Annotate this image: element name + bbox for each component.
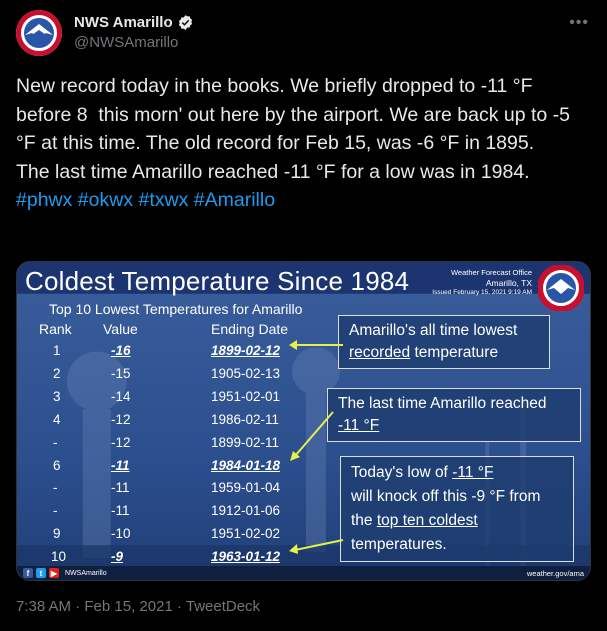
row-date: 1912-01-06: [211, 503, 281, 519]
office-info: Weather Forecast Office Amarillo, TX Issued February 15, 2021 9:19 AM: [432, 268, 532, 296]
tweet-metadata: 7:38 AM · Feb 15, 2021 · TweetDeck: [16, 598, 261, 615]
tweet-time[interactable]: 7:38 AM: [16, 598, 72, 615]
row-rank: 6: [53, 457, 61, 473]
tweet-media-image[interactable]: [16, 261, 591, 581]
table-title: Top 10 Lowest Temperatures for Amarillo: [49, 301, 303, 317]
row-value: -12: [111, 411, 131, 427]
column-header-rank: Rank: [39, 321, 72, 337]
row-rank: -: [53, 503, 58, 519]
row-date: 1984-01-18: [211, 457, 281, 473]
row-rank: -: [53, 434, 58, 450]
tweet-source[interactable]: TweetDeck: [185, 598, 261, 615]
callout-last-time-reached: The last time Amarillo reached -11 °F: [327, 388, 581, 442]
row-value: -9: [111, 549, 124, 565]
more-options-icon[interactable]: •••: [569, 14, 589, 31]
website-url: weather.gov/ama: [526, 569, 584, 578]
hashtag-okwx[interactable]: #okwx: [77, 189, 134, 211]
row-date: 1899-02-11: [211, 434, 280, 450]
row-rank: 2: [53, 365, 61, 381]
hashtag-phwx[interactable]: #phwx: [16, 189, 73, 211]
social-links: f t ▶ NWSAmarillo: [23, 568, 107, 578]
row-value: -10: [111, 526, 131, 542]
tweet-date[interactable]: Feb 15, 2021: [84, 598, 173, 615]
row-value: -16: [111, 343, 131, 358]
arrow-to-1963: [289, 538, 345, 554]
row-date: 1986-02-11: [211, 411, 280, 427]
youtube-icon: ▶: [50, 568, 58, 578]
row-value: -15: [111, 365, 131, 381]
hashtag-amarillo[interactable]: #Amarillo: [193, 189, 276, 211]
row-value: -14: [111, 388, 131, 404]
media-title: Coldest Temperature Since 1984: [25, 266, 410, 296]
row-rank: 4: [53, 411, 61, 427]
facebook-icon: f: [23, 568, 33, 578]
row-value: -11: [111, 457, 130, 473]
column-header-value: Value: [103, 321, 138, 337]
account-handle[interactable]: @NWSAmarillo: [74, 34, 179, 51]
row-value: -12: [111, 434, 131, 450]
arrow-to-1984: [289, 410, 335, 462]
arrow-to-1899: [289, 338, 345, 352]
row-rank: -: [53, 480, 58, 496]
row-value: -11: [111, 480, 130, 496]
callout-all-time-lowest: Amarillo's all time lowest recorded temperature: [338, 315, 550, 369]
row-rank: 9: [53, 526, 61, 542]
display-name[interactable]: NWS Amarillo: [74, 14, 194, 31]
row-date: 1959-01-04: [211, 480, 281, 496]
tweet-header: [16, 8, 591, 58]
hashtag-txwx[interactable]: #txwx: [138, 189, 189, 211]
verified-badge-icon: [177, 14, 194, 31]
row-date: 1963-01-12: [211, 549, 281, 565]
row-rank: 1: [53, 343, 61, 358]
callout-todays-low: Today's low of -11 °F will knock off this -9 °F from the top ten coldest temperatures.: [340, 456, 574, 562]
row-rank: 3: [53, 388, 61, 404]
column-header-date: Ending Date: [211, 321, 289, 337]
tweet-text: New record today in the books. We briefly dropped to -11 °F before 8 this morn' out here by the airport. We are back up to -5 °F at this time. The old record for Feb 15, was -6 °F in 1895. The last time Amarillo reached -11 °F for a low was in 1984. #phwx #okwx #txwx #Amarillo: [16, 75, 570, 211]
row-date: 1951-02-02: [211, 526, 281, 542]
row-date: 1951-02-01: [211, 388, 281, 404]
row-rank: 10: [51, 549, 67, 565]
avatar[interactable]: [16, 10, 62, 56]
row-value: -11: [111, 503, 130, 519]
row-date: 1899-02-12: [211, 343, 281, 358]
twitter-icon: t: [36, 568, 46, 578]
row-date: 1905-02-13: [211, 365, 281, 381]
nws-logo-icon: [16, 10, 62, 56]
nws-logo-icon: [538, 265, 584, 311]
